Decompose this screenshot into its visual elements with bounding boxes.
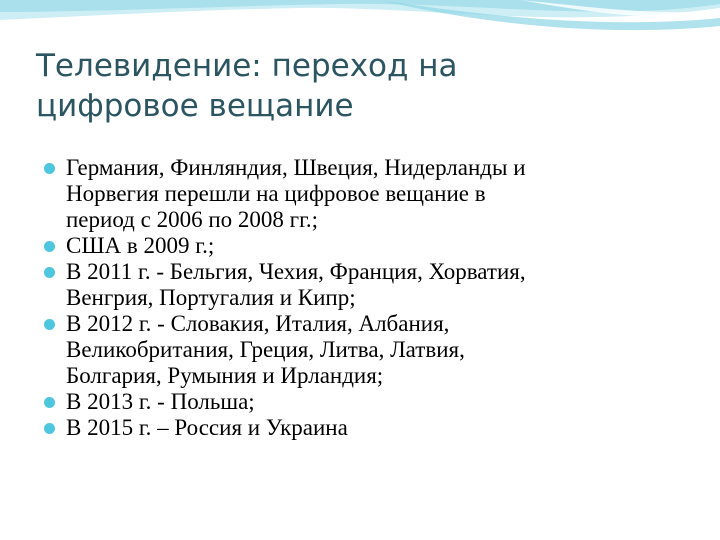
- bullet-item: [40, 415, 700, 441]
- bullet-text-line: Венгрия, Португалия и Кипр;: [66, 285, 356, 310]
- bullet-text-line: США в 2009 г.;: [66, 233, 215, 258]
- bullet-text-line: Норвегия перешли на цифровое вещание в: [66, 181, 486, 206]
- bullet-text-line: В 2012 г. - Словакия, Италия, Албания,: [66, 311, 450, 336]
- bullet-text-line: В 2011 г. - Бельгия, Чехия, Франция, Хорватия,: [66, 259, 526, 284]
- bullet-dot-icon: [44, 163, 55, 174]
- bullet-dot-icon: [44, 267, 55, 278]
- bullet-text-line: Германия, Финляндия, Швеция, Нидерланды и: [66, 155, 526, 180]
- bullet-text-line: В 2013 г. - Польша;: [66, 389, 255, 414]
- bullet-item: [40, 311, 700, 389]
- bullet-dot-icon: [44, 397, 55, 408]
- bullet-item: [40, 233, 700, 259]
- bullet-dot-icon: [44, 319, 55, 330]
- bullet-dot-icon: [44, 241, 55, 252]
- header-wave-decoration: [0, 0, 720, 50]
- title-line: цифровое вещание: [36, 88, 354, 124]
- bullet-item: [40, 259, 700, 311]
- bullet-item: [40, 155, 700, 233]
- title-line: Телевидение: переход на: [36, 48, 458, 84]
- bullet-text-line: В 2015 г. – Россия и Украина: [66, 415, 348, 440]
- bullet-list: [40, 155, 700, 441]
- bullet-text-line: Болгария, Румыния и Ирландия;: [66, 363, 384, 388]
- bullet-text-line: период с 2006 по 2008 гг.;: [66, 207, 319, 232]
- bullet-dot-icon: [44, 423, 55, 434]
- slide-title: [36, 46, 676, 126]
- bullet-item: [40, 389, 700, 415]
- bullet-text-line: Великобритания, Греция, Литва, Латвия,: [66, 337, 465, 362]
